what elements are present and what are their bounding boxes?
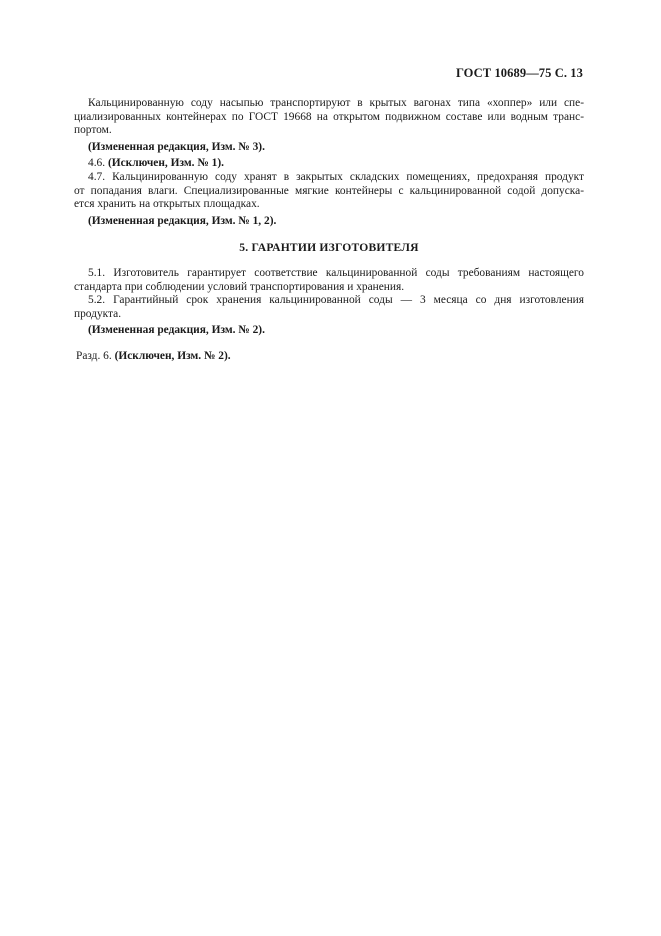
section-text: (Исключен, Изм. № 2). xyxy=(114,349,231,362)
item-4-6 xyxy=(74,157,584,171)
document-body xyxy=(74,97,584,364)
paragraph-line: 5.2. Гарантийный срок хранения кальцинированной соды — 3 месяца со дня изготовления xyxy=(88,294,584,307)
paragraph-line: продукта. xyxy=(74,307,122,320)
amendment-note: (Измененная редакция, Изм. № 1, 2). xyxy=(88,214,277,227)
paragraph-line: стандарта при соблюдении условий транспортирования и хранения. xyxy=(74,280,405,293)
paragraph-line: от попадания влаги. Специализированные мягкие контейнеры с кальцинированной содой допуска- xyxy=(74,184,584,197)
item-5-2 xyxy=(74,294,584,338)
item-4-7 xyxy=(74,171,584,228)
section-6 xyxy=(74,350,584,364)
section-label: Разд. 6. xyxy=(76,349,112,362)
item-number: 4.6. xyxy=(88,157,106,170)
section-title: 5. ГАРАНТИИ ИЗГОТОВИТЕЛЯ xyxy=(239,241,419,255)
paragraph-line: 5.1. Изготовитель гарантирует соответствие кальцинированной соды требованиям настоящего xyxy=(88,266,584,279)
page-header: ГОСТ 10689—75 С. 13 xyxy=(455,66,583,80)
item-text: (Исключен, Изм. № 1). xyxy=(107,157,224,170)
paragraph-transport xyxy=(74,97,584,154)
paragraph-line: ется хранить на открытых площадках. xyxy=(74,198,260,211)
item-5-1 xyxy=(74,267,584,294)
paragraph-line: циализированных контейнерах по ГОСТ 19668 на открытом подвижном составе или водным транс- xyxy=(74,110,584,123)
paragraph-line: 4.7. Кальцинированную соду хранят в закрытых складских помещениях, предохраняя продукт xyxy=(88,170,584,183)
paragraph-line: портом. xyxy=(74,124,112,137)
amendment-note: (Измененная редакция, Изм. № 3). xyxy=(88,140,265,153)
amendment-note: (Измененная редакция, Изм. № 2). xyxy=(88,324,265,337)
paragraph-line: Кальцинированную соду насыпью транспортируют в крытых вагонах типа «хоппер» или спе- xyxy=(88,97,584,109)
